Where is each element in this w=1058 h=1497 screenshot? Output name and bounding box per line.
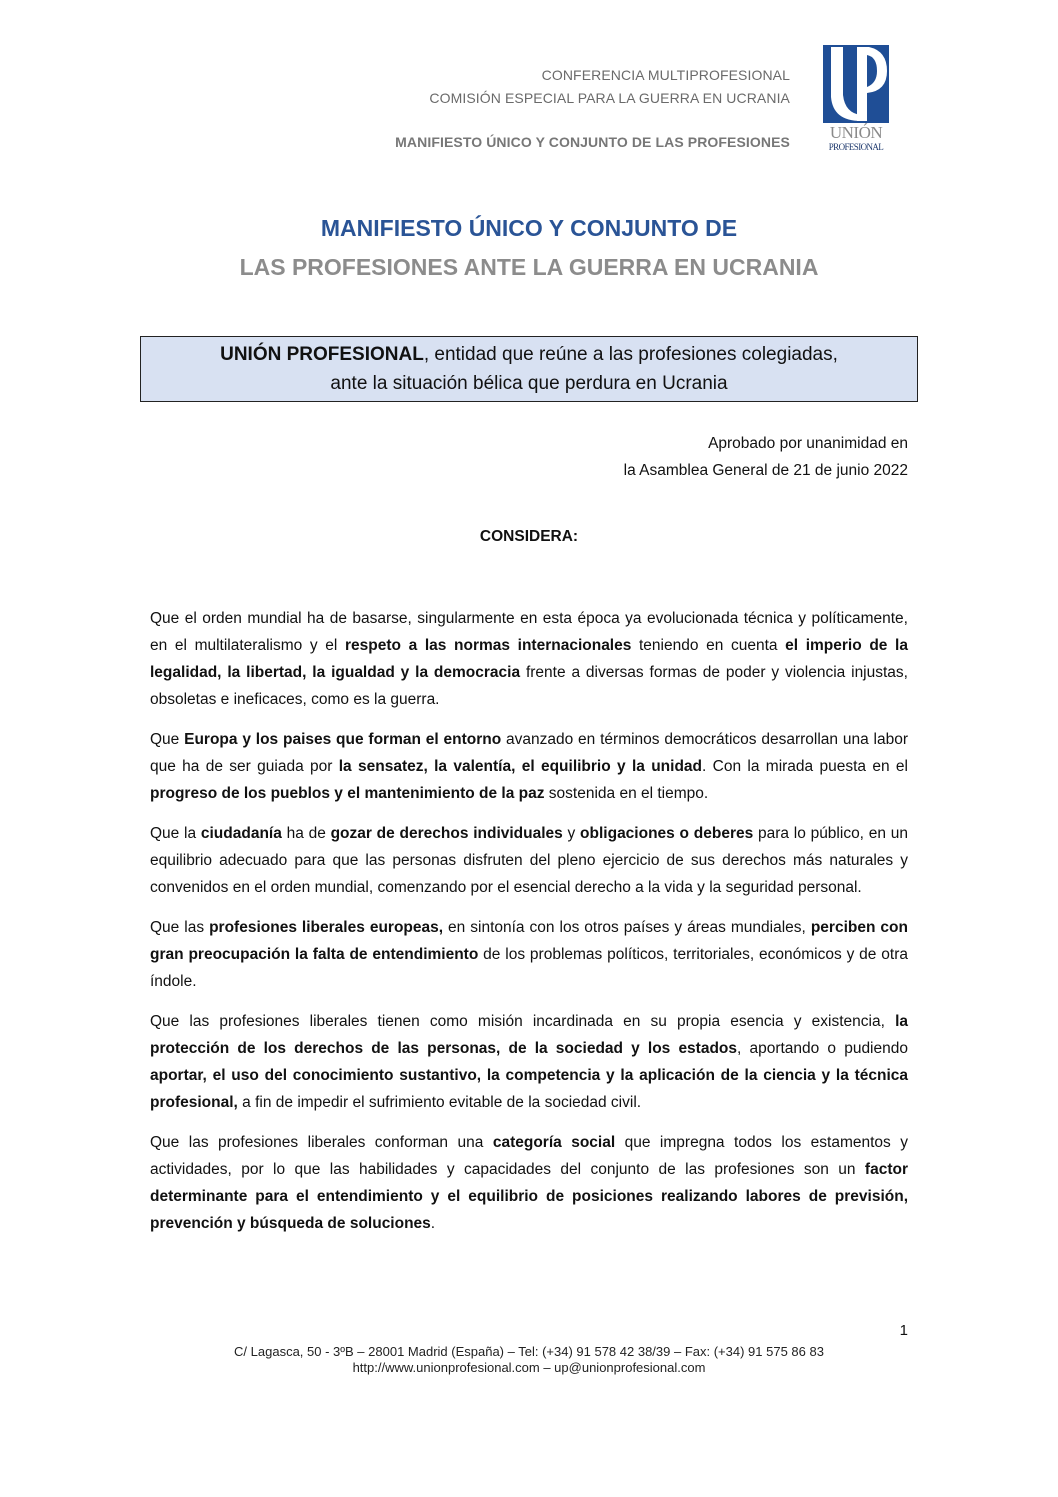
paragraph-run: Que las profesiones liberales conforman una — [150, 1134, 493, 1151]
paragraph-bold-run: profesiones liberales europeas, — [209, 919, 444, 936]
paragraph-run: para lo público, en un equilibrio adecuado para que las personas disfruten del pleno ejercicio de sus derechos más naturales y convenidos en el orden mundial, comenzando por el esencial derecho a la vida y la seguridad personal. — [150, 825, 908, 896]
considera-heading: CONSIDERA: — [479, 528, 579, 545]
considera-paragraph — [150, 1129, 908, 1237]
paragraph-run: Que las — [150, 919, 210, 936]
paragraph-run: teniendo en cuenta — [631, 637, 786, 654]
paragraph-run: ha de — [281, 825, 331, 842]
union-profesional-logo — [823, 45, 889, 155]
intro-box-line2: ante la situación bélica que perdura en Ucrania — [330, 373, 728, 394]
paragraph-bold-run: Europa y los paises que forman el entorno — [184, 731, 502, 748]
header-commission: COMISIÓN ESPECIAL PARA LA GUERRA EN UCRANIA — [429, 90, 790, 106]
approval-line2: la Asamblea General de 21 de junio 2022 — [623, 462, 908, 479]
body-text — [150, 605, 908, 1250]
paragraph-bold-run: progreso de los pueblos y el mantenimiento de la paz — [150, 785, 545, 802]
paragraph-bold-run: el imperio de la legalidad, la libertad, la igualdad y la democracia — [150, 637, 908, 681]
paragraph-run: Que el orden mundial ha de basarse, singularmente en esta época ya evolucionada técnica y políticamente, en el multilateralismo y el — [150, 610, 908, 654]
logo-word-union: UNIÓN — [829, 123, 883, 142]
paragraph-bold-run: categoría social — [492, 1134, 616, 1151]
considera-paragraph — [150, 914, 908, 995]
considera-paragraph — [150, 1008, 908, 1116]
paragraph-bold-run: ciudadanía — [200, 825, 282, 842]
intro-box — [140, 336, 918, 402]
paragraph-run: , aportando o pudiendo — [737, 1040, 908, 1057]
considera-paragraph — [150, 820, 908, 901]
paragraph-bold-run: la protección de los derechos de las personas, de la sociedad y los estados — [150, 1013, 908, 1057]
paragraph-bold-run: factor determinante para el entendimiento y el equilibrio de posiciones realizando labores de previsión, prevención y búsqueda de soluciones — [150, 1161, 908, 1232]
header-manifesto: MANIFIESTO ÚNICO Y CONJUNTO DE LAS PROFESIONES — [395, 134, 790, 150]
up-logo-mark-icon — [823, 45, 889, 123]
paragraph-run: de los problemas políticos, territoriales, económicos y de otra índole. — [150, 946, 908, 990]
considera-paragraph — [150, 605, 908, 713]
intro-box-line1 — [220, 340, 838, 369]
paragraph-run: a fin de impedir el sufrimiento evitable de la sociedad civil. — [237, 1094, 642, 1111]
page-number: 1 — [899, 1322, 908, 1339]
header-conference: CONFERENCIA MULTIPROFESIONAL — [541, 67, 790, 83]
approval-note — [624, 430, 908, 484]
paragraph-run: sostenida en el tiempo. — [544, 785, 709, 802]
paragraph-run: Que — [150, 731, 185, 748]
paragraph-bold-run: respeto a las normas internacionales — [344, 637, 632, 654]
intro-box-bold: UNIÓN PROFESIONAL — [220, 344, 424, 365]
paragraph-bold-run: la sensatez, la valentía, el equilibrio y la unidad — [338, 758, 703, 775]
footer-address: C/ Lagasca, 50 - 3ºB – 28001 Madrid (España) – Tel: (+34) 91 578 42 38/39 – Fax: (+34) 91 575 86 83 — [234, 1344, 824, 1359]
paragraph-run: frente a diversas formas de poder y violencia injustas, obsoletas e ineficaces, como es la guerra. — [150, 664, 908, 708]
paragraph-run: . Con la mirada puesta en el — [702, 758, 908, 775]
paragraph-run: que impregna todos los estamentos y actividades, por lo que las habilidades y capacidades del conjunto de las profesiones son un — [150, 1134, 908, 1178]
document-title-line1: MANIFIESTO ÚNICO Y CONJUNTO DE — [320, 215, 738, 241]
paragraph-bold-run: gozar de derechos individuales — [330, 825, 563, 842]
intro-box-rest: , entidad que reúne a las profesiones colegiadas, — [423, 344, 838, 365]
paragraph-run: Que las profesiones liberales tienen como misión incardinada en su propia esencia y existencia, — [150, 1013, 896, 1030]
paragraph-run: en sintonía con los otros países y áreas mundiales, — [443, 919, 811, 936]
paragraph-run: avanzado en términos democráticos desarrollan una labor que ha de ser guiada por — [150, 731, 908, 775]
logo-word-profesional: PROFESIONAL — [828, 142, 884, 152]
paragraph-bold-run: aportar, el uso del conocimiento sustantivo, la competencia y la aplicación de la ciencia y la técnica profesional, — [150, 1067, 908, 1111]
document-title-line2: LAS PROFESIONES ANTE LA GUERRA EN UCRANIA — [239, 254, 819, 280]
paragraph-bold-run: perciben con gran preocupación la falta de entendimiento — [150, 919, 908, 963]
paragraph-run: y — [562, 825, 581, 842]
paragraph-bold-run: obligaciones o deberes — [580, 825, 754, 842]
considera-paragraph — [150, 726, 908, 807]
approval-line1: Aprobado por unanimidad en — [708, 435, 908, 452]
paragraph-run: Que la — [150, 825, 201, 842]
footer-web-email: http://www.unionprofesional.com – up@unionprofesional.com — [352, 1360, 706, 1375]
paragraph-run: . — [430, 1215, 436, 1232]
